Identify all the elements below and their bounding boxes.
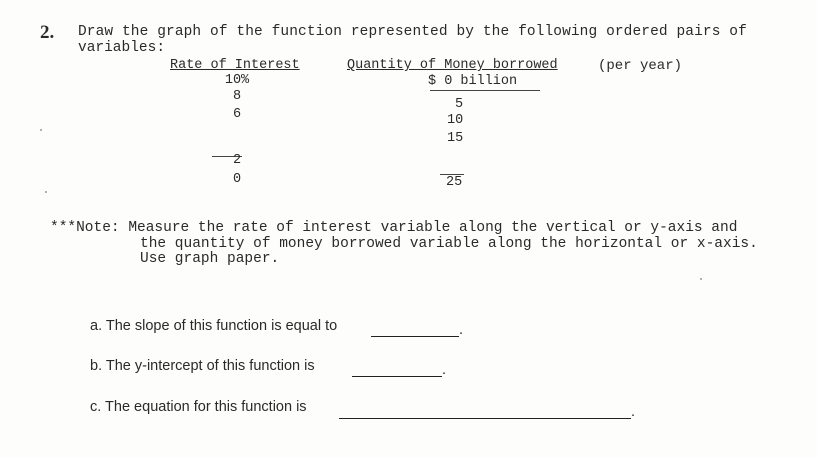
question-a-answer-blank[interactable] [371, 336, 459, 337]
scan-speck [45, 191, 47, 193]
per-year-label: (per year) [598, 58, 683, 74]
note-line3: Use graph paper. [140, 251, 280, 267]
question-b-period: . [442, 362, 447, 378]
rate-value: 0 [232, 172, 242, 187]
rate-column-header: Rate of Interest [170, 58, 300, 73]
question-a-period: . [459, 322, 464, 338]
quantity-column-header: Quantity of Money borrowed [347, 58, 558, 73]
quantity-header-underline [430, 90, 540, 91]
question-c-answer-blank[interactable] [339, 418, 631, 419]
rate-value: 10% [224, 73, 250, 88]
note-line1: ***Note: Measure the rate of interest variable along the vertical or y-axis and [50, 220, 738, 236]
quantity-value: 25 [446, 175, 463, 190]
quantity-value: 5 [455, 97, 464, 112]
question-b-answer-blank[interactable] [352, 376, 442, 377]
rate-value: 2 [232, 153, 242, 168]
scan-speck [700, 278, 702, 280]
quantity-value: $ 0 billion [428, 74, 518, 89]
quantity-value: 10 [447, 113, 464, 128]
question-b-text: b. The y-intercept of this function is [90, 358, 315, 374]
rate-value: 8 [232, 89, 242, 104]
question-a-text: a. The slope of this function is equal to [90, 318, 338, 334]
question-text-line2: variables: [78, 40, 166, 56]
scan-speck [40, 129, 42, 131]
quantity-value: 15 [447, 131, 464, 146]
rate-value: 6 [232, 107, 242, 122]
question-text-line1: Draw the graph of the function represented by the following ordered pairs of [78, 24, 747, 40]
question-c-text: c. The equation for this function is [90, 399, 307, 415]
question-c-period: . [631, 404, 636, 420]
note-line2: the quantity of money borrowed variable along the horizontal or x-axis. [140, 236, 758, 252]
question-number: 2. [40, 22, 55, 43]
